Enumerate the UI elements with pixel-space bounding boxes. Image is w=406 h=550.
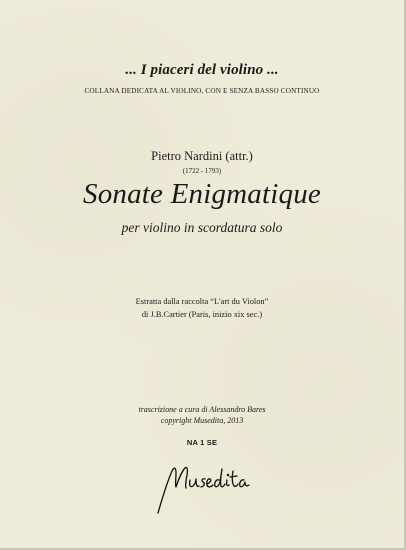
editor-credit: trascrizione a cura di Alessandro Bares xyxy=(138,405,266,414)
catalog-number: NA 1 SE xyxy=(186,438,218,447)
source-line-1: Estratta dalla raccolta “L'art du Violon” xyxy=(135,297,269,306)
series-subtitle: COLLANA DEDICATA AL VIOLINO, CON E SENZA BASSO CONTINUO xyxy=(84,87,320,95)
composer-dates: (1722 - 1793) xyxy=(182,167,222,175)
series-title: ... I piaceri del violino ... xyxy=(125,62,279,78)
work-subtitle: per violino in scordatura solo xyxy=(121,220,283,235)
publisher-logo xyxy=(148,455,258,517)
source-line-2: di J.B.Cartier (Paris, inizio xix sec.) xyxy=(141,310,263,319)
copyright-notice: copyright Musedita, 2013 xyxy=(160,416,244,425)
composer-name: Pietro Nardini (attr.) xyxy=(151,149,253,163)
work-title: Sonate Enigmatique xyxy=(83,178,321,210)
